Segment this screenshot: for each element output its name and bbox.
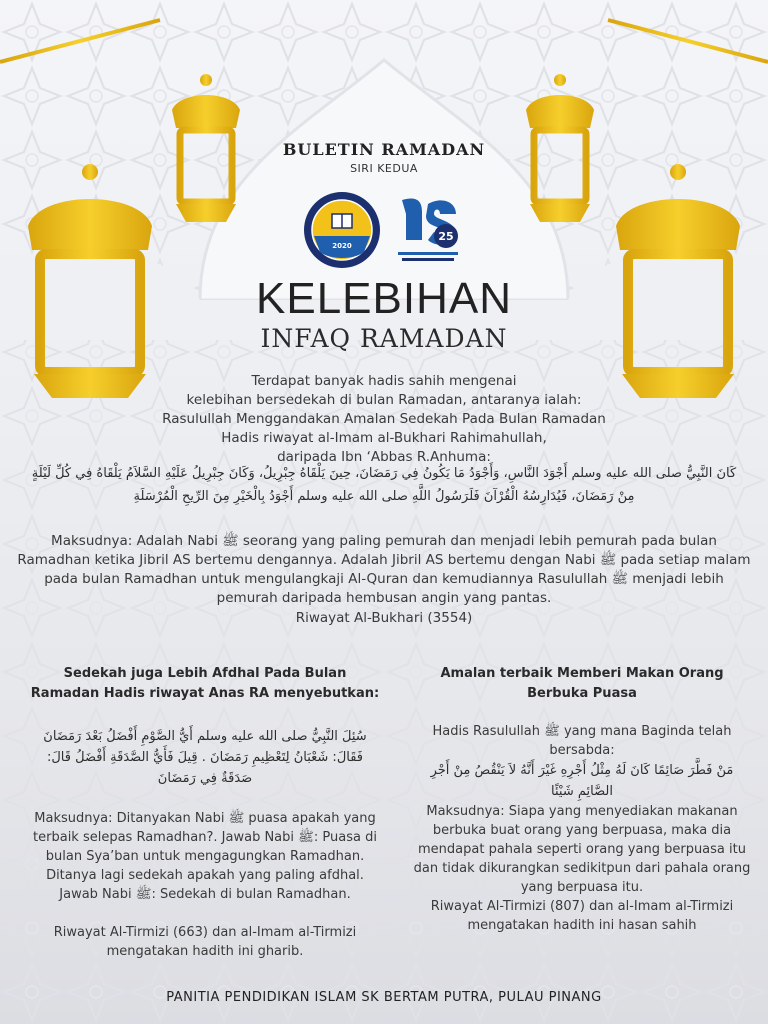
intro-line: Hadis riwayat al-Imam al-Bukhari Rahimahullah, — [221, 430, 547, 446]
left-column-heading: Sedekah juga Lebih Afdhal Pada Bulan Ramadan Hadis riwayat Anas RA menyebutkan: — [30, 666, 380, 701]
hadith-arabic: كَانَ النَّبِيُّ صلى الله عليه وسلم أَجْوَدَ النَّاسِ، وَأَجْوَدُ مَا يَكُونُ فِي رَمَضَانَ، حِينَ يَلْقَاهُ جِبْرِيلُ، وَكَانَ جِبْرِيلُ عَلَيْهِ السَّلاَمُ يَلْقَاهُ فِي كُلِّ لَيْلَةٍ مِنْ رَمَضَانَ، فَيُدَارِسُهُ الْقُرْآنَ فَلَرَسُولُ اللَّهِ صلى الله عليه وسلم أَجْوَدُ بِالْخَيْرِ مِنَ الرِّيحِ الْمُرْسَلَةِ — [31, 466, 737, 504]
right-column-translation: Maksudnya: Siapa yang menyediakan makanan berbuka buat orang yang berpuasa, maka dia mendapat pahala seperti orang yang berpuasa itu dan tidak dikurangkan sedikitpun dari pahala orang yang berpuasa itu. — [413, 804, 751, 895]
hadith-source: Riwayat Al-Bukhari (3554) — [295, 610, 473, 626]
intro-line: Terdapat banyak hadis sahih mengenai — [251, 373, 517, 389]
left-column-arabic: سُئِلَ النَّبِيُّ صلى الله عليه وسلم أَيُّ الصَّوْمِ أَفْضَلُ بَعْدَ رَمَضَانَ فَقَالَ: شَعْبَانُ لِتَعْظِيمِ رَمَضَانَ . قِيلَ فَأَيُّ الصَّدَقَةِ أَفْضَلُ قَالَ: صَدَقَةٌ فِي رَمَضَانَ — [43, 729, 367, 786]
right-column-heading: Amalan terbaik Memberi Makan Orang Berbuka Puasa — [440, 666, 724, 701]
intro-text — [60, 372, 708, 467]
bulletin-title: BULETIN RAMADAN — [282, 140, 486, 159]
intro-line: kelebihan bersedekah di bulan Ramadan, antaranya ialah: — [186, 392, 582, 408]
footer-text: PANITIA PENDIDIKAN ISLAM SK BERTAM PUTRA, PULAU PINANG — [166, 990, 602, 1005]
right-column-source: Riwayat Al-Tirmizi (807) dan al-Imam al-Tirmizi mengatakan hadith ini hasan sahih — [430, 899, 734, 933]
logo-year: 2020 — [332, 242, 352, 250]
intro-line: daripada Ibn ‘Abbas R.Anhuma: — [277, 449, 491, 465]
right-column-intro: Hadis Rasulullah ﷺ yang mana Baginda telah bersabda: — [432, 724, 732, 758]
right-column — [412, 664, 752, 935]
right-column-arabic: مَنْ فَطَّرَ صَائِمًا كَانَ لَهُ مِثْلُ أَجْرِهِ غَيْرَ أَنَّهُ لاَ يَنْقُصُ مِنْ أَجْرِ الصَّائِمِ شَيْئًا — [430, 763, 734, 799]
intro-line: Rasulullah Menggandakan Amalan Sedekah Pada Bulan Ramadan — [162, 411, 606, 427]
logo-number: 25 — [438, 230, 454, 243]
bulletin-subtitle: SIRI KEDUA — [350, 162, 418, 175]
school-emblem-logo — [302, 190, 382, 270]
page-title: KELEBIHAN — [256, 274, 512, 323]
left-column — [30, 664, 380, 961]
hadith-translation: Maksudnya: Adalah Nabi ﷺ seorang yang paling pemurah dan menjadi lebih pemurah pada bulan Ramadhan ketika Jibril AS bertemu dengannya. Adalah Jibril AS bertemu dengan Nabi ﷺ pada setiap malam pada bulan Ramadhan untuk mengulangkaji Al-Quran dan kemudiannya Rasulullah ﷺ menjadi lebih pemurah daripada hembusan angin yang pantas. — [17, 533, 751, 606]
partner-logo — [392, 190, 464, 270]
page-subtitle: INFAQ RAMADAN — [260, 324, 508, 353]
left-column-source: Riwayat Al-Tirmizi (663) dan al-Imam al-Tirmizi mengatakan hadith ini gharib. — [53, 925, 357, 959]
left-column-translation: Maksudnya: Ditanyakan Nabi ﷺ puasa apakah yang terbaik selepas Ramadhan?. Jawab Nabi ﷺ: Puasa di bulan Sya’ban untuk mengagungkan Ramadhan. Ditanya lagi sedekah apakah yang paling afdhal. Jawab Nabi ﷺ: Sedekah di bulan Ramadhan. — [33, 811, 377, 902]
